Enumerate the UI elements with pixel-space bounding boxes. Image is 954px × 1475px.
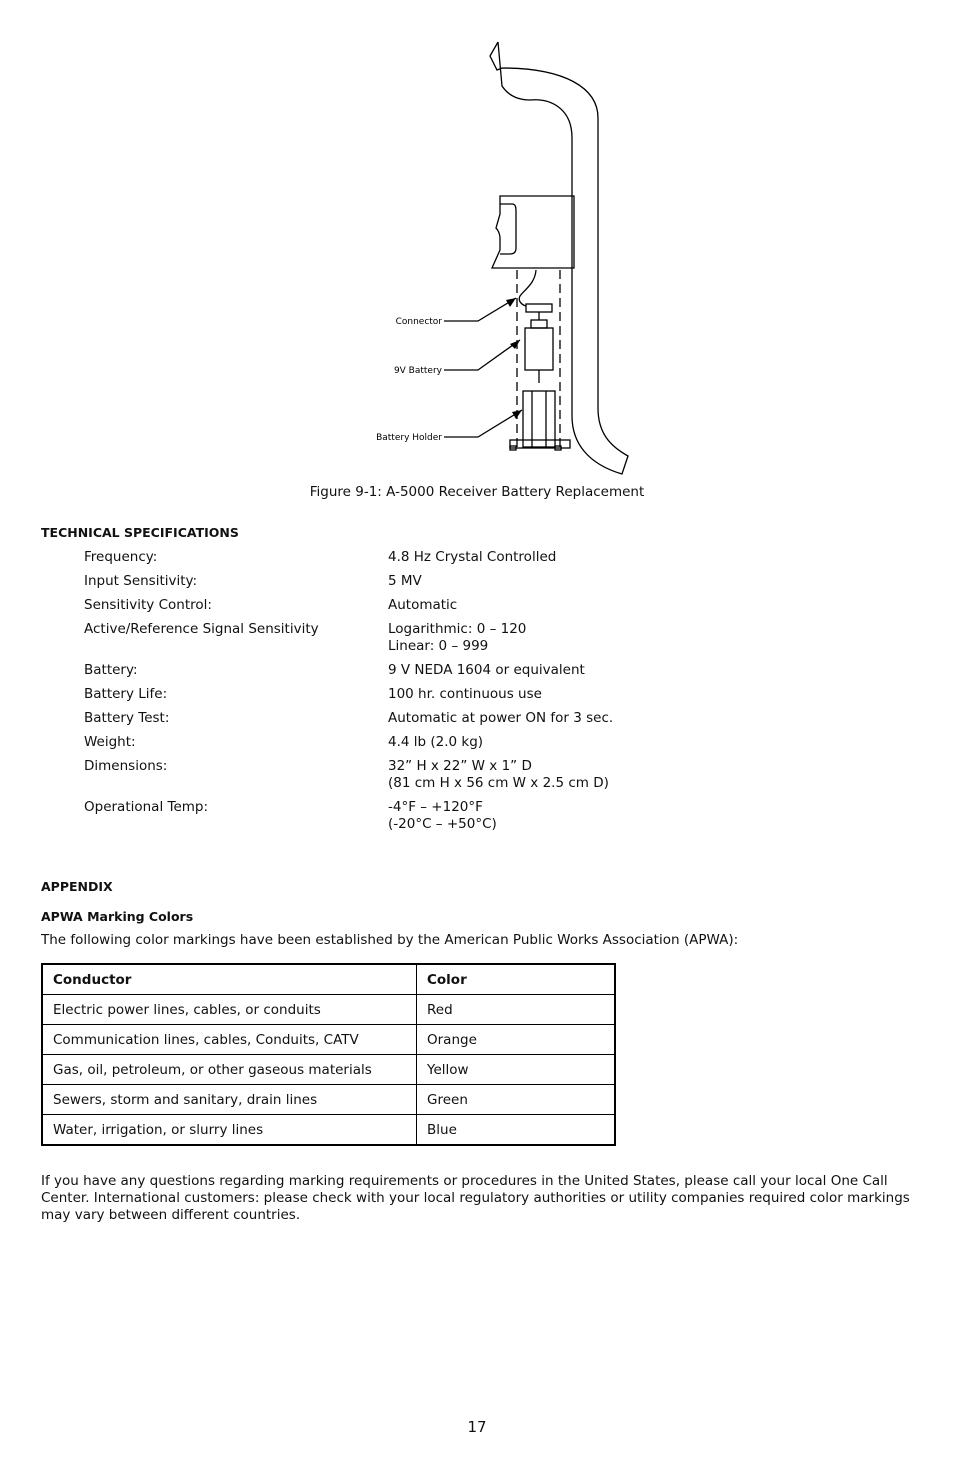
spec-value: 9 V NEDA 1604 or equivalent	[388, 662, 585, 678]
spec-label: Weight:	[84, 734, 136, 750]
table-row	[42, 1085, 615, 1115]
conductor-cell: Communication lines, cables, Conduits, CATV	[42, 1025, 417, 1055]
apwa-color-table	[41, 963, 616, 1146]
spec-value: Automatic at power ON for 3 sec.	[388, 710, 614, 726]
spec-label: Input Sensitivity:	[84, 573, 198, 589]
figure-label-connector: Connector	[395, 317, 442, 327]
figure-caption: Figure 9-1: A-5000 Receiver Battery Replacement	[309, 484, 645, 500]
page-number: 17	[467, 1418, 487, 1436]
spec-label: Battery:	[84, 662, 138, 678]
spec-value: 100 hr. continuous use	[388, 686, 542, 702]
specs-heading: TECHNICAL SPECIFICATIONS	[41, 525, 239, 540]
color-cell: Yellow	[417, 1055, 616, 1085]
table-row	[42, 995, 615, 1025]
table-row	[42, 1115, 615, 1146]
apwa-intro: The following color markings have been established by the American Public Works Association (APWA):	[41, 932, 739, 948]
color-cell: Red	[417, 995, 616, 1025]
spec-label: Active/Reference Signal Sensitivity	[84, 621, 319, 637]
battery-replacement-figure	[360, 38, 650, 478]
conductor-cell: Gas, oil, petroleum, or other gaseous materials	[42, 1055, 417, 1085]
color-cell: Orange	[417, 1025, 616, 1055]
spec-label: Battery Test:	[84, 710, 170, 726]
figure-label-9v-battery: 9V Battery	[393, 366, 442, 376]
apwa-subheading: APWA Marking Colors	[41, 909, 194, 924]
appendix-heading: APPENDIX	[41, 879, 113, 894]
spec-value: Logarithmic: 0 – 120 Linear: 0 – 999	[388, 621, 527, 654]
marking-note: If you have any questions regarding marking requirements or procedures in the United States, please call your local One Call Center. International customers: please check with your local regulatory authorities or utility companies required color markings may vary between different countries.	[41, 1173, 910, 1223]
spec-label: Dimensions:	[84, 758, 168, 774]
spec-label: Battery Life:	[84, 686, 168, 702]
color-cell: Green	[417, 1085, 616, 1115]
column-header-color: Color	[417, 964, 616, 995]
spec-value: Automatic	[388, 597, 458, 613]
spec-value: 4.4 lb (2.0 kg)	[388, 734, 484, 750]
conductor-cell: Water, irrigation, or slurry lines	[42, 1115, 417, 1146]
column-header-conductor: Conductor	[42, 964, 417, 995]
spec-value: -4°F – +120°F (-20°C – +50°C)	[388, 799, 497, 832]
spec-label: Sensitivity Control:	[84, 597, 212, 613]
figure-label-battery-holder: Battery Holder	[376, 433, 442, 443]
spec-label: Operational Temp:	[84, 799, 209, 815]
spec-value: 32” H x 22” W x 1” D (81 cm H x 56 cm W x 2.5 cm D)	[388, 758, 609, 791]
color-cell: Blue	[417, 1115, 616, 1146]
conductor-cell: Electric power lines, cables, or conduits	[42, 995, 417, 1025]
table-header-row	[42, 964, 615, 995]
spec-value: 5 MV	[388, 573, 422, 589]
spec-label: Frequency:	[84, 549, 158, 565]
spec-value: 4.8 Hz Crystal Controlled	[388, 549, 557, 565]
table-row	[42, 1025, 615, 1055]
conductor-cell: Sewers, storm and sanitary, drain lines	[42, 1085, 417, 1115]
table-row	[42, 1055, 615, 1085]
